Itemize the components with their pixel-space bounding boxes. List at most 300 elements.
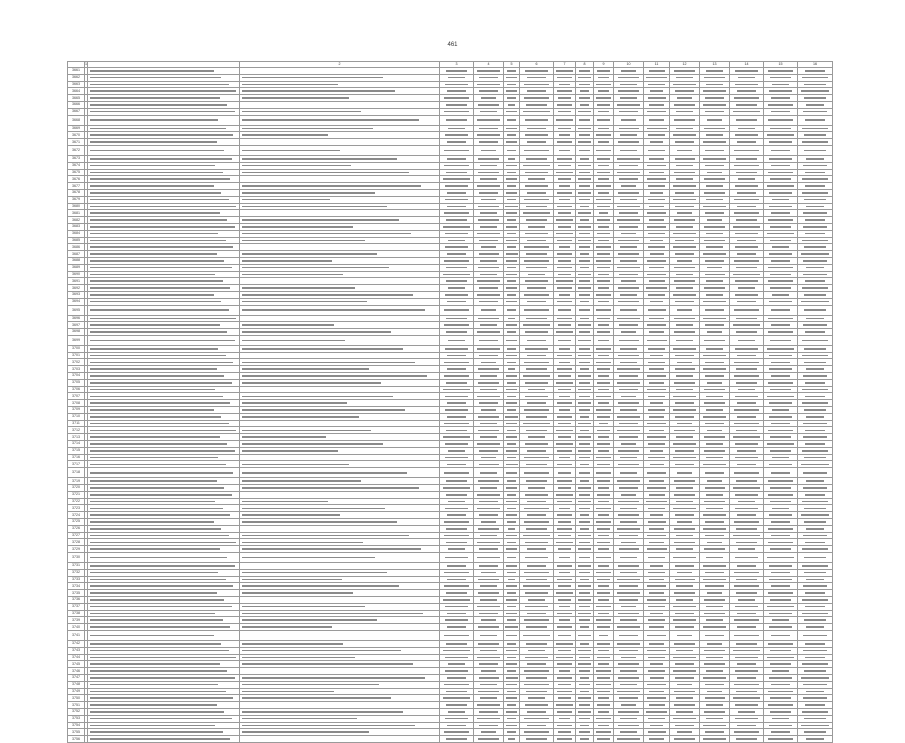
value-cell xyxy=(576,661,594,668)
value-cell xyxy=(576,393,594,400)
table-row xyxy=(68,237,833,244)
row-id: 3725 xyxy=(68,519,85,526)
row-id: 3700 xyxy=(68,345,85,352)
value-cell xyxy=(504,322,520,329)
value-cell xyxy=(504,461,520,468)
column-header: 4 xyxy=(474,62,504,68)
value-cell xyxy=(576,145,594,155)
value-cell xyxy=(730,95,764,102)
value-cell xyxy=(440,674,474,681)
address-cell xyxy=(88,366,240,373)
value-cell xyxy=(504,546,520,553)
value-cell xyxy=(730,366,764,373)
value-cell xyxy=(700,420,730,427)
value-cell xyxy=(798,654,833,661)
value-cell xyxy=(594,661,614,668)
value-cell xyxy=(520,203,554,210)
row-id: 3732 xyxy=(68,569,85,576)
value-cell xyxy=(614,189,644,196)
value-cell xyxy=(520,271,554,278)
value-cell xyxy=(440,603,474,610)
table-row xyxy=(68,681,833,688)
work-description-cell xyxy=(240,145,440,155)
value-cell xyxy=(798,576,833,583)
value-cell xyxy=(474,291,504,298)
value-cell xyxy=(730,81,764,88)
value-cell xyxy=(504,298,520,305)
value-cell xyxy=(614,400,644,407)
row-id: 3738 xyxy=(68,610,85,617)
value-cell xyxy=(798,407,833,414)
value-cell xyxy=(520,169,554,176)
value-cell xyxy=(614,352,644,359)
value-cell xyxy=(730,654,764,661)
value-cell xyxy=(594,145,614,155)
row-id: 3691 xyxy=(68,278,85,285)
value-cell xyxy=(520,125,554,132)
value-cell xyxy=(576,695,594,702)
value-cell xyxy=(594,498,614,505)
address-cell xyxy=(88,491,240,498)
value-cell xyxy=(644,695,670,702)
value-cell xyxy=(700,132,730,139)
value-cell xyxy=(504,576,520,583)
table-row xyxy=(68,525,833,532)
value-cell xyxy=(798,610,833,617)
value-cell xyxy=(594,491,614,498)
value-cell xyxy=(644,162,670,169)
value-cell xyxy=(474,345,504,352)
value-cell xyxy=(644,736,670,743)
value-cell xyxy=(554,702,576,709)
value-cell xyxy=(730,630,764,640)
value-cell xyxy=(520,681,554,688)
value-cell xyxy=(764,257,798,264)
value-cell xyxy=(474,519,504,526)
address-cell xyxy=(88,379,240,386)
value-cell xyxy=(644,519,670,526)
value-cell xyxy=(644,74,670,81)
value-cell xyxy=(594,681,614,688)
value-cell xyxy=(594,702,614,709)
address-cell xyxy=(88,257,240,264)
work-description-cell xyxy=(240,454,440,461)
value-cell xyxy=(504,108,520,115)
value-cell xyxy=(644,624,670,631)
value-cell xyxy=(440,478,474,485)
value-cell xyxy=(504,596,520,603)
work-description-cell xyxy=(240,491,440,498)
value-cell xyxy=(474,715,504,722)
value-cell xyxy=(554,223,576,230)
value-cell xyxy=(554,196,576,203)
value-cell xyxy=(670,88,700,95)
value-cell xyxy=(700,505,730,512)
table-row xyxy=(68,139,833,146)
address-cell xyxy=(88,715,240,722)
value-cell xyxy=(474,95,504,102)
value-cell xyxy=(730,576,764,583)
row-id: 3690 xyxy=(68,271,85,278)
address-cell xyxy=(88,603,240,610)
work-description-cell xyxy=(240,596,440,603)
value-cell xyxy=(700,244,730,251)
value-cell xyxy=(670,366,700,373)
value-cell xyxy=(520,155,554,162)
work-description-cell xyxy=(240,647,440,654)
work-description-cell xyxy=(240,366,440,373)
value-cell xyxy=(798,736,833,743)
value-cell xyxy=(730,603,764,610)
value-cell xyxy=(594,441,614,448)
work-description-cell xyxy=(240,590,440,597)
value-cell xyxy=(554,278,576,285)
value-cell xyxy=(474,183,504,190)
value-cell xyxy=(614,169,644,176)
value-cell xyxy=(670,271,700,278)
register-table xyxy=(67,61,833,743)
value-cell xyxy=(798,257,833,264)
column-header: 2 xyxy=(240,62,440,68)
row-id: 3689 xyxy=(68,264,85,271)
value-cell xyxy=(700,386,730,393)
value-cell xyxy=(670,640,700,647)
value-cell xyxy=(594,115,614,125)
row-id: 3668 xyxy=(68,115,85,125)
value-cell xyxy=(520,447,554,454)
value-cell xyxy=(764,315,798,322)
value-cell xyxy=(764,736,798,743)
value-cell xyxy=(670,596,700,603)
value-cell xyxy=(440,498,474,505)
value-cell xyxy=(798,553,833,563)
value-cell xyxy=(798,223,833,230)
table-row xyxy=(68,298,833,305)
value-cell xyxy=(798,373,833,380)
address-cell xyxy=(88,478,240,485)
value-cell xyxy=(614,647,644,654)
value-cell xyxy=(594,335,614,345)
table-row xyxy=(68,244,833,251)
value-cell xyxy=(440,271,474,278)
value-cell xyxy=(576,420,594,427)
column-header: 14 xyxy=(730,62,764,68)
value-cell xyxy=(594,512,614,519)
row-id: 3735 xyxy=(68,590,85,597)
value-cell xyxy=(764,654,798,661)
value-cell xyxy=(614,155,644,162)
value-cell xyxy=(594,95,614,102)
value-cell xyxy=(554,519,576,526)
row-id: 3705 xyxy=(68,379,85,386)
value-cell xyxy=(474,335,504,345)
value-cell xyxy=(520,654,554,661)
value-cell xyxy=(576,539,594,546)
table-row xyxy=(68,95,833,102)
value-cell xyxy=(594,576,614,583)
address-cell xyxy=(88,217,240,224)
value-cell xyxy=(644,196,670,203)
value-cell xyxy=(730,702,764,709)
value-cell xyxy=(764,505,798,512)
value-cell xyxy=(594,379,614,386)
value-cell xyxy=(764,434,798,441)
value-cell xyxy=(520,590,554,597)
value-cell xyxy=(644,189,670,196)
value-cell xyxy=(554,461,576,468)
value-cell xyxy=(576,583,594,590)
value-cell xyxy=(730,329,764,336)
value-cell xyxy=(576,512,594,519)
value-cell xyxy=(504,264,520,271)
value-cell xyxy=(504,88,520,95)
value-cell xyxy=(576,217,594,224)
value-cell xyxy=(764,674,798,681)
value-cell xyxy=(504,498,520,505)
value-cell xyxy=(798,441,833,448)
value-cell xyxy=(554,352,576,359)
row-id: 3729 xyxy=(68,546,85,553)
value-cell xyxy=(670,189,700,196)
value-cell xyxy=(504,251,520,258)
value-cell xyxy=(520,736,554,743)
value-cell xyxy=(440,590,474,597)
value-cell xyxy=(440,379,474,386)
value-cell xyxy=(504,525,520,532)
value-cell xyxy=(504,695,520,702)
work-description-cell xyxy=(240,329,440,336)
value-cell xyxy=(554,68,576,75)
work-description-cell xyxy=(240,695,440,702)
value-cell xyxy=(440,162,474,169)
value-cell xyxy=(474,278,504,285)
value-cell xyxy=(474,702,504,709)
value-cell xyxy=(764,139,798,146)
value-cell xyxy=(798,702,833,709)
value-cell xyxy=(700,335,730,345)
value-cell xyxy=(504,617,520,624)
value-cell xyxy=(670,661,700,668)
row-id: 3710 xyxy=(68,413,85,420)
table-row xyxy=(68,519,833,526)
value-cell xyxy=(798,722,833,729)
work-description-cell xyxy=(240,305,440,315)
row-id: 3694 xyxy=(68,298,85,305)
value-cell xyxy=(554,413,576,420)
value-cell xyxy=(670,647,700,654)
value-cell xyxy=(798,335,833,345)
value-cell xyxy=(576,251,594,258)
value-cell xyxy=(504,257,520,264)
work-description-cell xyxy=(240,434,440,441)
value-cell xyxy=(504,583,520,590)
value-cell xyxy=(474,196,504,203)
value-cell xyxy=(614,736,644,743)
value-cell xyxy=(440,427,474,434)
value-cell xyxy=(594,393,614,400)
value-cell xyxy=(520,230,554,237)
value-cell xyxy=(520,441,554,448)
value-cell xyxy=(730,617,764,624)
value-cell xyxy=(670,139,700,146)
work-description-cell xyxy=(240,441,440,448)
value-cell xyxy=(554,454,576,461)
row-id: 3678 xyxy=(68,189,85,196)
value-cell xyxy=(644,298,670,305)
value-cell xyxy=(576,386,594,393)
work-description-cell xyxy=(240,101,440,108)
value-cell xyxy=(576,525,594,532)
table-row xyxy=(68,434,833,441)
work-description-cell xyxy=(240,373,440,380)
value-cell xyxy=(670,702,700,709)
value-cell xyxy=(520,553,554,563)
value-cell xyxy=(554,583,576,590)
value-cell xyxy=(554,640,576,647)
value-cell xyxy=(700,237,730,244)
value-cell xyxy=(798,386,833,393)
value-cell xyxy=(520,210,554,217)
value-cell xyxy=(504,563,520,570)
value-cell xyxy=(700,519,730,526)
value-cell xyxy=(730,285,764,292)
value-cell xyxy=(520,115,554,125)
table-row xyxy=(68,257,833,264)
row-id: 3663 xyxy=(68,81,85,88)
row-id: 3670 xyxy=(68,132,85,139)
address-cell xyxy=(88,532,240,539)
value-cell xyxy=(594,630,614,640)
value-cell xyxy=(594,189,614,196)
value-cell xyxy=(440,420,474,427)
value-cell xyxy=(764,278,798,285)
value-cell xyxy=(730,335,764,345)
row-id: 3667 xyxy=(68,108,85,115)
table-row xyxy=(68,569,833,576)
column-header: 7 xyxy=(554,62,576,68)
value-cell xyxy=(594,139,614,146)
row-id: 3688 xyxy=(68,257,85,264)
row-id: 3736 xyxy=(68,596,85,603)
value-cell xyxy=(504,74,520,81)
row-id: 3683 xyxy=(68,223,85,230)
row-id: 3684 xyxy=(68,230,85,237)
value-cell xyxy=(644,230,670,237)
value-cell xyxy=(576,729,594,736)
table-row xyxy=(68,468,833,478)
value-cell xyxy=(764,630,798,640)
address-cell xyxy=(88,610,240,617)
value-cell xyxy=(614,196,644,203)
value-cell xyxy=(520,563,554,570)
row-id: 3698 xyxy=(68,329,85,336)
value-cell xyxy=(700,596,730,603)
value-cell xyxy=(576,203,594,210)
value-cell xyxy=(644,88,670,95)
value-cell xyxy=(554,674,576,681)
value-cell xyxy=(670,81,700,88)
work-description-cell xyxy=(240,505,440,512)
value-cell xyxy=(670,196,700,203)
value-cell xyxy=(700,532,730,539)
work-description-cell xyxy=(240,553,440,563)
work-description-cell xyxy=(240,203,440,210)
value-cell xyxy=(670,674,700,681)
value-cell xyxy=(576,630,594,640)
value-cell xyxy=(670,407,700,414)
value-cell xyxy=(798,674,833,681)
value-cell xyxy=(504,203,520,210)
value-cell xyxy=(554,736,576,743)
value-cell xyxy=(700,708,730,715)
value-cell xyxy=(798,393,833,400)
table-row xyxy=(68,624,833,631)
value-cell xyxy=(554,81,576,88)
value-cell xyxy=(764,553,798,563)
value-cell xyxy=(504,519,520,526)
value-cell xyxy=(730,162,764,169)
value-cell xyxy=(670,512,700,519)
table-row xyxy=(68,617,833,624)
value-cell xyxy=(474,539,504,546)
value-cell xyxy=(474,525,504,532)
value-cell xyxy=(730,217,764,224)
value-cell xyxy=(730,155,764,162)
work-description-cell xyxy=(240,603,440,610)
value-cell xyxy=(504,285,520,292)
value-cell xyxy=(644,505,670,512)
work-description-cell xyxy=(240,519,440,526)
work-description-cell xyxy=(240,352,440,359)
value-cell xyxy=(594,434,614,441)
address-cell xyxy=(88,352,240,359)
value-cell xyxy=(644,722,670,729)
row-id: 3722 xyxy=(68,498,85,505)
value-cell xyxy=(670,722,700,729)
value-cell xyxy=(520,359,554,366)
work-description-cell xyxy=(240,291,440,298)
value-cell xyxy=(520,101,554,108)
value-cell xyxy=(576,532,594,539)
value-cell xyxy=(504,569,520,576)
value-cell xyxy=(670,654,700,661)
work-description-cell xyxy=(240,196,440,203)
value-cell xyxy=(730,176,764,183)
value-cell xyxy=(764,413,798,420)
value-cell xyxy=(670,145,700,155)
value-cell xyxy=(504,278,520,285)
value-cell xyxy=(670,132,700,139)
value-cell xyxy=(520,400,554,407)
value-cell xyxy=(670,563,700,570)
work-description-cell xyxy=(240,169,440,176)
value-cell xyxy=(644,315,670,322)
value-cell xyxy=(614,285,644,292)
value-cell xyxy=(474,400,504,407)
value-cell xyxy=(576,366,594,373)
value-cell xyxy=(670,183,700,190)
value-cell xyxy=(440,546,474,553)
value-cell xyxy=(594,162,614,169)
row-id: 3737 xyxy=(68,603,85,610)
value-cell xyxy=(504,468,520,478)
row-id: 3739 xyxy=(68,617,85,624)
value-cell xyxy=(440,155,474,162)
value-cell xyxy=(730,183,764,190)
value-cell xyxy=(440,203,474,210)
value-cell xyxy=(764,366,798,373)
value-cell xyxy=(504,624,520,631)
